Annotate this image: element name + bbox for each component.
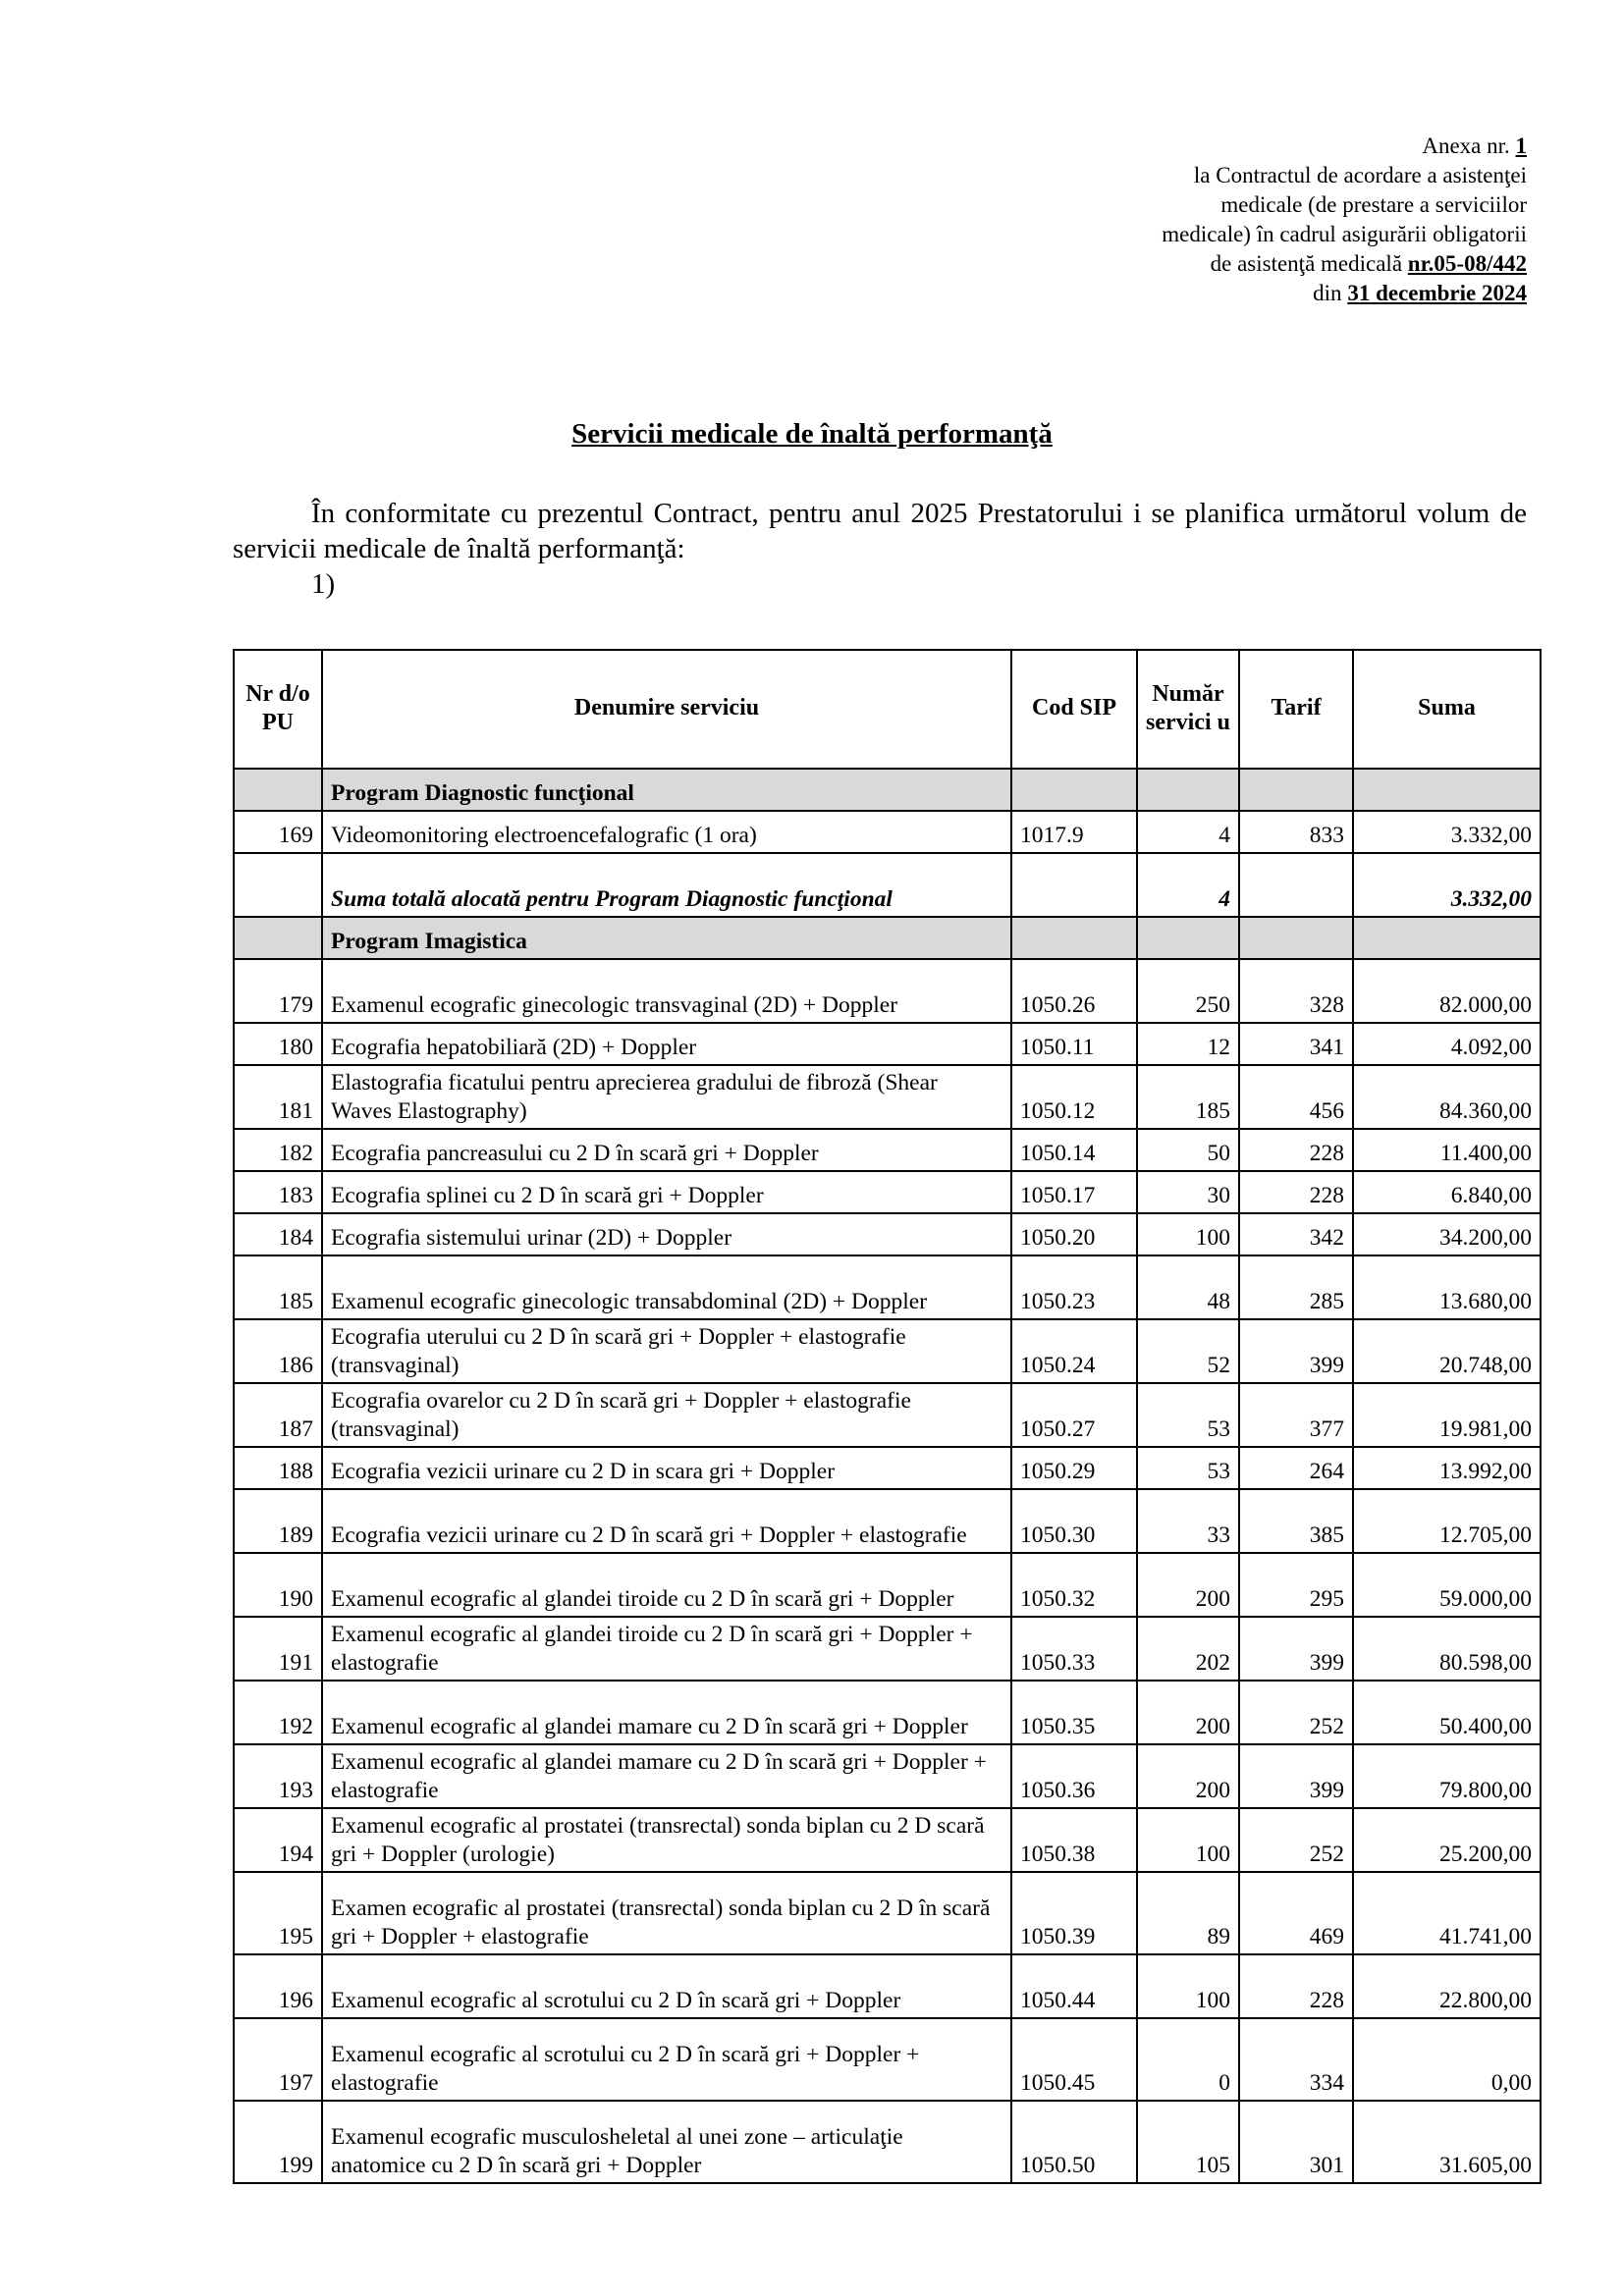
cell-suma: 4.092,00 bbox=[1353, 1023, 1541, 1065]
cell-cod: 1050.14 bbox=[1011, 1129, 1137, 1171]
cell-denumire: Ecografia pancreasului cu 2 D în scară gri + Doppler bbox=[322, 1129, 1011, 1171]
section-row bbox=[234, 769, 1541, 811]
cell-nr: 181 bbox=[234, 1065, 322, 1129]
cell-nr: 189 bbox=[234, 1489, 322, 1553]
contract-date: 31 decembrie 2024 bbox=[1347, 281, 1527, 305]
cell-denumire: Examenul ecografic ginecologic transabdominal (2D) + Doppler bbox=[322, 1255, 1011, 1319]
cell-suma: 11.400,00 bbox=[1353, 1129, 1541, 1171]
cell-cod: 1050.44 bbox=[1011, 1954, 1137, 2018]
cell-suma: 80.598,00 bbox=[1353, 1617, 1541, 1681]
header-nr: Nr d/o PU bbox=[234, 650, 322, 769]
annex-line-2: la Contractul de acordare a asistenţei bbox=[1193, 163, 1527, 187]
cell-denumire: Ecografia sistemului urinar (2D) + Doppler bbox=[322, 1213, 1011, 1255]
cell-nr: 183 bbox=[234, 1171, 322, 1213]
table-header-row bbox=[234, 650, 1541, 769]
cell-suma: 20.748,00 bbox=[1353, 1319, 1541, 1383]
cell-cod: 1050.33 bbox=[1011, 1617, 1137, 1681]
cell-numar: 202 bbox=[1137, 1617, 1239, 1681]
table-row bbox=[234, 1808, 1541, 1872]
table-row bbox=[234, 1171, 1541, 1213]
cell-denumire: Elastografia ficatului pentru aprecierea gradului de fibroză (Shear Waves Elastography) bbox=[322, 1065, 1011, 1129]
cell-numar: 12 bbox=[1137, 1023, 1239, 1065]
cell-tarif: 385 bbox=[1239, 1489, 1353, 1553]
table-row bbox=[234, 1744, 1541, 1808]
cell-cod: 1050.39 bbox=[1011, 1872, 1137, 1954]
cell-denumire: Examenul ecografic al glandei tiroide cu 2 D în scară gri + Doppler + elastografie bbox=[322, 1617, 1011, 1681]
header-suma: Suma bbox=[1353, 650, 1541, 769]
cell-cod: 1050.23 bbox=[1011, 1255, 1137, 1319]
cell-denumire: Examenul ecografic al glandei tiroide cu 2 D în scară gri + Doppler bbox=[322, 1553, 1011, 1617]
cell-tarif: 334 bbox=[1239, 2018, 1353, 2101]
contract-number: nr.05-08/442 bbox=[1407, 251, 1527, 276]
annex-line-5: de asistenţă medicală nr.05-08/442 bbox=[1210, 251, 1527, 276]
header-denumire: Denumire serviciu bbox=[322, 650, 1011, 769]
table-row bbox=[234, 2018, 1541, 2101]
cell-tarif: 399 bbox=[1239, 1617, 1353, 1681]
cell-tarif: 252 bbox=[1239, 1681, 1353, 1744]
cell-numar: 53 bbox=[1137, 1447, 1239, 1489]
table-row bbox=[234, 1065, 1541, 1129]
intro-paragraph: În conformitate cu prezentul Contract, pentru anul 2025 Prestatorului i se planifica următorul volum de servicii medicale de înaltă performanţă: bbox=[233, 498, 1527, 564]
table-row bbox=[234, 959, 1541, 1023]
cell-suma: 31.605,00 bbox=[1353, 2101, 1541, 2183]
table-row bbox=[234, 1681, 1541, 1744]
cell-suma: 13.992,00 bbox=[1353, 1447, 1541, 1489]
cell-cod: 1050.24 bbox=[1011, 1319, 1137, 1383]
cell-numar: 33 bbox=[1137, 1489, 1239, 1553]
total-suma: 3.332,00 bbox=[1353, 853, 1541, 917]
annex-line-3: medicale (de prestare a serviciilor bbox=[1220, 192, 1527, 217]
annex-number: 1 bbox=[1515, 133, 1527, 158]
cell-denumire: Examenul ecografic ginecologic transvaginal (2D) + Doppler bbox=[322, 959, 1011, 1023]
cell-tarif: 285 bbox=[1239, 1255, 1353, 1319]
table-row bbox=[234, 1383, 1541, 1447]
cell-cod: 1050.35 bbox=[1011, 1681, 1137, 1744]
cell-nr: 187 bbox=[234, 1383, 322, 1447]
cell-nr: 179 bbox=[234, 959, 322, 1023]
table-row bbox=[234, 1023, 1541, 1065]
table-row bbox=[234, 1954, 1541, 2018]
cell-numar: 50 bbox=[1137, 1129, 1239, 1171]
cell-tarif: 399 bbox=[1239, 1319, 1353, 1383]
cell-nr: 188 bbox=[234, 1447, 322, 1489]
cell-numar: 200 bbox=[1137, 1681, 1239, 1744]
annex-line-4: medicale) în cadrul asigurării obligatorii bbox=[1162, 222, 1527, 246]
cell-numar: 89 bbox=[1137, 1872, 1239, 1954]
cell-tarif: 341 bbox=[1239, 1023, 1353, 1065]
cell-cod: 1017.9 bbox=[1011, 811, 1137, 853]
cell-tarif: 342 bbox=[1239, 1213, 1353, 1255]
annex-header bbox=[982, 132, 1527, 308]
cell-numar: 250 bbox=[1137, 959, 1239, 1023]
cell-suma: 84.360,00 bbox=[1353, 1065, 1541, 1129]
table-row bbox=[234, 1617, 1541, 1681]
cell-suma: 19.981,00 bbox=[1353, 1383, 1541, 1447]
total-row bbox=[234, 853, 1541, 917]
cell-denumire: Ecografia hepatobiliară (2D) + Doppler bbox=[322, 1023, 1011, 1065]
cell-numar: 100 bbox=[1137, 1213, 1239, 1255]
cell-nr: 191 bbox=[234, 1617, 322, 1681]
cell-nr: 194 bbox=[234, 1808, 322, 1872]
cell-denumire: Videomonitoring electroencefalografic (1 ora) bbox=[322, 811, 1011, 853]
cell-numar: 200 bbox=[1137, 1744, 1239, 1808]
table-row bbox=[234, 811, 1541, 853]
cell-denumire: Ecografia splinei cu 2 D în scară gri + Doppler bbox=[322, 1171, 1011, 1213]
cell-cod: 1050.30 bbox=[1011, 1489, 1137, 1553]
intro-item-number: 1) bbox=[311, 568, 336, 600]
cell-nr: 190 bbox=[234, 1553, 322, 1617]
cell-tarif: 469 bbox=[1239, 1872, 1353, 1954]
cell-tarif: 456 bbox=[1239, 1065, 1353, 1129]
cell-cod: 1050.29 bbox=[1011, 1447, 1137, 1489]
annex-line-1: Anexa nr. 1 bbox=[1422, 133, 1527, 158]
total-numar: 4 bbox=[1137, 853, 1239, 917]
cell-tarif: 328 bbox=[1239, 959, 1353, 1023]
cell-cod: 1050.17 bbox=[1011, 1171, 1137, 1213]
cell-tarif: 228 bbox=[1239, 1129, 1353, 1171]
cell-nr: 195 bbox=[234, 1872, 322, 1954]
cell-tarif: 228 bbox=[1239, 1171, 1353, 1213]
cell-denumire: Ecografia ovarelor cu 2 D în scară gri + Doppler + elastografie (transvaginal) bbox=[322, 1383, 1011, 1447]
cell-cod: 1050.27 bbox=[1011, 1383, 1137, 1447]
cell-suma: 79.800,00 bbox=[1353, 1744, 1541, 1808]
cell-cod: 1050.36 bbox=[1011, 1744, 1137, 1808]
cell-tarif: 399 bbox=[1239, 1744, 1353, 1808]
header-tarif: Tarif bbox=[1239, 650, 1353, 769]
cell-cod: 1050.11 bbox=[1011, 1023, 1137, 1065]
cell-nr: 186 bbox=[234, 1319, 322, 1383]
cell-cod: 1050.38 bbox=[1011, 1808, 1137, 1872]
cell-suma: 25.200,00 bbox=[1353, 1808, 1541, 1872]
cell-suma: 13.680,00 bbox=[1353, 1255, 1541, 1319]
cell-cod: 1050.20 bbox=[1011, 1213, 1137, 1255]
cell-tarif: 295 bbox=[1239, 1553, 1353, 1617]
cell-numar: 100 bbox=[1137, 1954, 1239, 2018]
annex-line-6: din 31 decembrie 2024 bbox=[1313, 281, 1527, 305]
cell-suma: 12.705,00 bbox=[1353, 1489, 1541, 1553]
cell-nr: 196 bbox=[234, 1954, 322, 2018]
cell-numar: 4 bbox=[1137, 811, 1239, 853]
cell-nr: 169 bbox=[234, 811, 322, 853]
cell-tarif: 264 bbox=[1239, 1447, 1353, 1489]
cell-nr: 182 bbox=[234, 1129, 322, 1171]
cell-nr: 197 bbox=[234, 2018, 322, 2101]
cell-denumire: Examenul ecografic al scrotului cu 2 D în scară gri + Doppler + elastografie bbox=[322, 2018, 1011, 2101]
cell-denumire: Ecografia uterului cu 2 D în scară gri + Doppler + elastografie (transvaginal) bbox=[322, 1319, 1011, 1383]
cell-nr: 199 bbox=[234, 2101, 322, 2183]
cell-tarif: 833 bbox=[1239, 811, 1353, 853]
intro bbox=[233, 496, 1527, 602]
cell-numar: 53 bbox=[1137, 1383, 1239, 1447]
header-cod: Cod SIP bbox=[1011, 650, 1137, 769]
cell-numar: 100 bbox=[1137, 1808, 1239, 1872]
cell-numar: 0 bbox=[1137, 2018, 1239, 2101]
cell-denumire: Examenul ecografic al glandei mamare cu 2 D în scară gri + Doppler + elastografie bbox=[322, 1744, 1011, 1808]
cell-suma: 82.000,00 bbox=[1353, 959, 1541, 1023]
cell-denumire: Examenul ecografic musculosheletal al unei zone – articulaţie anatomice cu 2 D în scară gri + Doppler bbox=[322, 2101, 1011, 2183]
cell-numar: 52 bbox=[1137, 1319, 1239, 1383]
cell-numar: 30 bbox=[1137, 1171, 1239, 1213]
cell-denumire: Ecografia vezicii urinare cu 2 D în scară gri + Doppler + elastografie bbox=[322, 1489, 1011, 1553]
cell-tarif: 228 bbox=[1239, 1954, 1353, 2018]
cell-suma: 59.000,00 bbox=[1353, 1553, 1541, 1617]
cell-suma: 0,00 bbox=[1353, 2018, 1541, 2101]
table-row bbox=[234, 1489, 1541, 1553]
section-row bbox=[234, 917, 1541, 959]
table-row bbox=[234, 1213, 1541, 1255]
total-label: Suma totală alocată pentru Program Diagnostic funcţional bbox=[322, 853, 1011, 917]
table-row bbox=[234, 1872, 1541, 1954]
cell-numar: 185 bbox=[1137, 1065, 1239, 1129]
cell-numar: 105 bbox=[1137, 2101, 1239, 2183]
cell-cod: 1050.32 bbox=[1011, 1553, 1137, 1617]
section-title: Program Diagnostic funcţional bbox=[322, 769, 1011, 811]
cell-numar: 200 bbox=[1137, 1553, 1239, 1617]
table-row bbox=[234, 1255, 1541, 1319]
cell-nr: 180 bbox=[234, 1023, 322, 1065]
cell-denumire: Examenul ecografic al scrotului cu 2 D în scară gri + Doppler bbox=[322, 1954, 1011, 2018]
cell-denumire: Examen ecografic al prostatei (transrectal) sonda biplan cu 2 D în scară gri + Doppler + elastografie bbox=[322, 1872, 1011, 1954]
cell-suma: 6.840,00 bbox=[1353, 1171, 1541, 1213]
cell-cod: 1050.26 bbox=[1011, 959, 1137, 1023]
cell-nr: 184 bbox=[234, 1213, 322, 1255]
section-title: Program Imagistica bbox=[322, 917, 1011, 959]
cell-nr: 185 bbox=[234, 1255, 322, 1319]
cell-tarif: 252 bbox=[1239, 1808, 1353, 1872]
cell-numar: 48 bbox=[1137, 1255, 1239, 1319]
cell-denumire: Examenul ecografic al glandei mamare cu 2 D în scară gri + Doppler bbox=[322, 1681, 1011, 1744]
cell-cod: 1050.12 bbox=[1011, 1065, 1137, 1129]
table-row bbox=[234, 2101, 1541, 2183]
services-table bbox=[233, 649, 1542, 2184]
cell-nr: 193 bbox=[234, 1744, 322, 1808]
cell-suma: 50.400,00 bbox=[1353, 1681, 1541, 1744]
cell-suma: 34.200,00 bbox=[1353, 1213, 1541, 1255]
page-title: Servicii medicale de înaltă performanţă bbox=[571, 418, 1053, 450]
table-row bbox=[234, 1129, 1541, 1171]
cell-tarif: 377 bbox=[1239, 1383, 1353, 1447]
cell-denumire: Examenul ecografic al prostatei (transrectal) sonda biplan cu 2 D scară gri + Doppler (urologie) bbox=[322, 1808, 1011, 1872]
cell-suma: 22.800,00 bbox=[1353, 1954, 1541, 2018]
cell-suma: 3.332,00 bbox=[1353, 811, 1541, 853]
cell-tarif: 301 bbox=[1239, 2101, 1353, 2183]
table-row bbox=[234, 1447, 1541, 1489]
cell-suma: 41.741,00 bbox=[1353, 1872, 1541, 1954]
cell-denumire: Ecografia vezicii urinare cu 2 D in scara gri + Doppler bbox=[322, 1447, 1011, 1489]
cell-cod: 1050.45 bbox=[1011, 2018, 1137, 2101]
table-row bbox=[234, 1553, 1541, 1617]
table-row bbox=[234, 1319, 1541, 1383]
header-numar: Număr servici u bbox=[1137, 650, 1239, 769]
cell-cod: 1050.50 bbox=[1011, 2101, 1137, 2183]
cell-nr: 192 bbox=[234, 1681, 322, 1744]
